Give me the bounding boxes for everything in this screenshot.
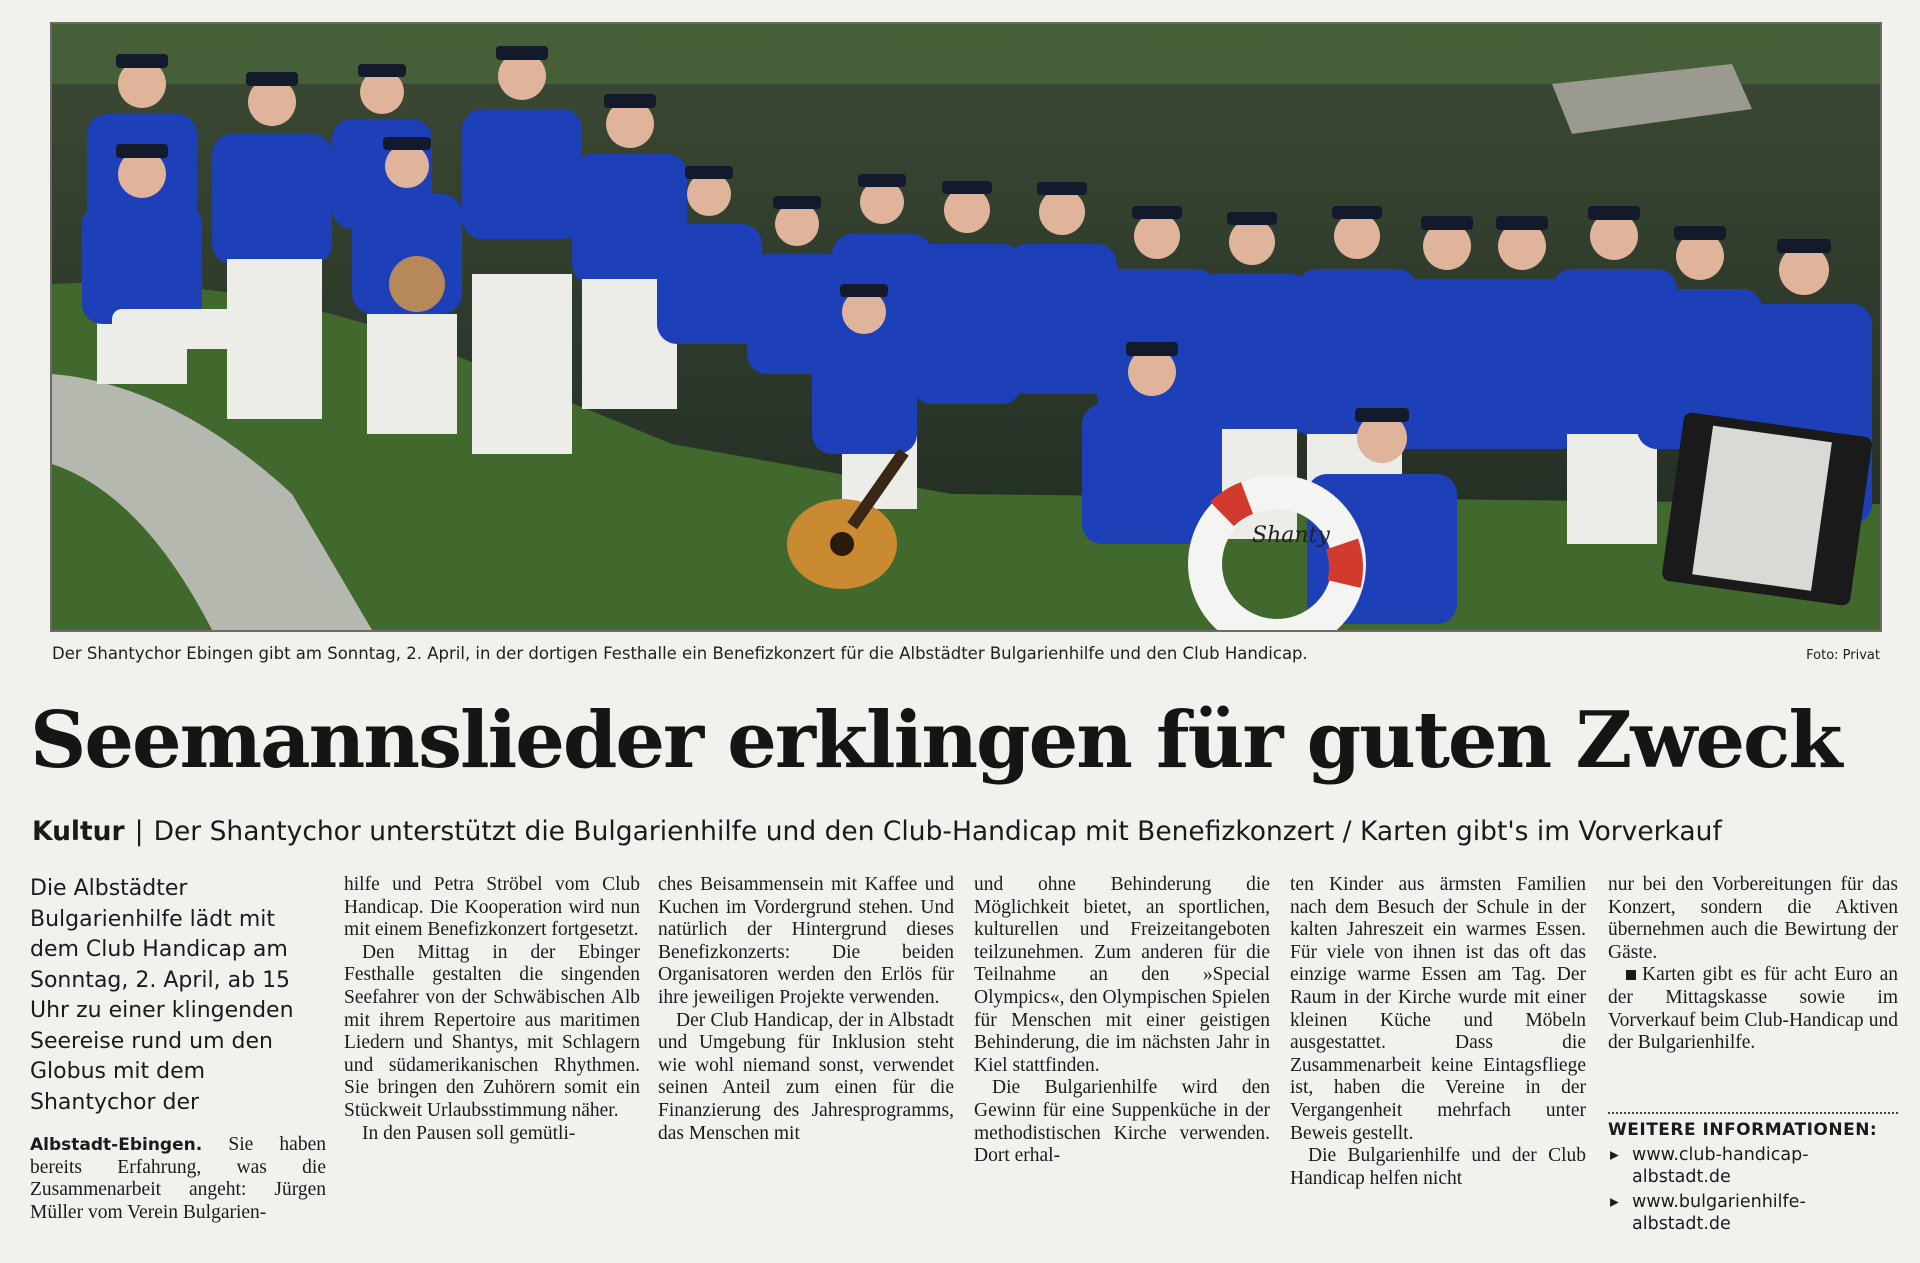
arrow-right-icon: ▸ — [1610, 1145, 1619, 1165]
subheadline-text: Der Shantychor unterstützt die Bulgarienhilfe und den Club-Handicap mit Benefizkonzert / Karten gibt's im Vorverkauf — [153, 816, 1722, 847]
column-text: Sie haben bereits Erfahrung, was die Zusammenarbeit angeht: Jürgen Müller vom Verein Bulgarien- — [30, 1134, 326, 1223]
info-link-bulgarienhilfe[interactable] — [1608, 1191, 1898, 1235]
article-column-5 — [1290, 874, 1586, 1239]
article-column-1 — [30, 1134, 326, 1239]
bullet-square-icon — [1626, 970, 1636, 980]
paragraph: hilfe und Petra Ströbel vom Club Handicap. Die Kooperation wird nun mit einem Benefizkonzert fortgesetzt. — [344, 874, 640, 941]
photo-credit: Foto: Privat — [1806, 648, 1880, 663]
info-link-club-handicap[interactable] — [1608, 1144, 1898, 1188]
tickets-paragraph — [1608, 964, 1898, 1054]
article-photo — [50, 22, 1882, 632]
more-info-box — [1608, 1112, 1898, 1235]
choir-photo-illustration — [52, 24, 1880, 630]
section-label: Kultur — [32, 816, 125, 847]
article-column-2 — [344, 874, 640, 1239]
paragraph: und ohne Behinderung die Möglichkeit bietet, an sportlichen, kulturellen und Freizeitangeboten teilzunehmen. Zum anderen für die Teilnahme an den »Special Olympics«, den Olympischen Spielen für Menschen mit einer geistigen Behinderung, die im nächsten Jahr in Kiel stattfinden. — [974, 874, 1270, 1076]
article-column-3 — [658, 874, 954, 1239]
more-info-title: WEITERE INFORMATIONEN: — [1608, 1120, 1878, 1140]
article-headline: Seemannslieder erklingen für guten Zweck — [30, 695, 1841, 786]
paragraph: In den Pausen soll gemütli- — [362, 1122, 576, 1144]
photo-caption: Der Shantychor Ebingen gibt am Sonntag, 2. April, in der dortigen Festhalle ein Benefizkonzert für die Albstädter Bulgarienhilfe und den Club Handicap. — [52, 644, 1308, 663]
divider — [1608, 1112, 1898, 1114]
paragraph: Den Mittag in der Ebinger Festhalle gestalten die singenden Seefahrer von der Schwäbischen Alb mit ihrem Repertoire aus maritimen Liedern und Shantys, mit Schlagern und südamerikanischen Rhythmen. Sie bringen den Zuhörern somit ein Stückweit Urlaubsstimmung näher. — [344, 941, 640, 1121]
article-lead: Die Albstädter Bulgarienhilfe lädt mit dem Club Handicap am Sonntag, 2. April, ab 15 Uhr zu einer klingenden Seereise rund um den Globus mit dem Shantychor der — [30, 876, 294, 1115]
arrow-right-icon: ▸ — [1610, 1192, 1619, 1212]
lifebuoy-label: Shanty — [1252, 523, 1330, 548]
accordion — [1661, 412, 1873, 607]
paragraph: nur bei den Vorbereitungen für das Konzert, sondern die Aktiven übernehmen auch die Bewirtung der Gäste. — [1608, 874, 1898, 963]
paragraph: Die Bulgarienhilfe und der Club Handicap helfen nicht — [1290, 1145, 1586, 1189]
tickets-text: Karten gibt es für acht Euro an der Mittagskasse sowie im Vorverkauf beim Club-Handicap und der Bulgarienhilfe. — [1608, 964, 1898, 1054]
paragraph: ches Beisammensein mit Kaffee und Kuchen im Vordergrund stehen. Und natürlich der Hintergrund dieses Benefizkonzerts: Die beiden Organisatoren werden den Erlös für ihre jeweiligen Projekte verwenden. — [658, 874, 954, 1008]
dateline: Albstadt-Ebingen. — [30, 1135, 203, 1155]
link-text[interactable]: www.club-handicap-albstadt.de — [1632, 1145, 1809, 1187]
paragraph: Die Bulgarienhilfe wird den Gewinn für eine Suppenküche in der methodistischen Kirche verwenden. Dort erhal- — [974, 1077, 1270, 1167]
paragraph: ten Kinder aus ärmsten Familien nach dem Besuch der Schule in der kalten Jahreszeit ein warmes Essen. Für viele von ihnen ist das oft das einzige warme Essen am Tag. Der Raum in der Kirche wurde mit einer kleinen Küche und Möbeln ausgestattet. Dass die Zusammenarbeit keine Eintagsfliege ist, haben die Vereine in der Vergangenheit mehrfach unter Beweis gestellt. — [1290, 874, 1586, 1144]
article-subheadline — [32, 816, 1892, 847]
link-text[interactable]: www.bulgarienhilfe-albstadt.de — [1632, 1192, 1806, 1234]
article-column-6 — [1608, 874, 1898, 1104]
section-separator: | — [134, 816, 144, 847]
article-column-4 — [974, 874, 1270, 1239]
paragraph: Der Club Handicap, der in Albstadt und Umgebung für Inklusion steht wie wohl niemand sonst, verwendet seinen Anteil zum einen für die Finanzierung des Jahresprogramms, das Menschen mit — [658, 1009, 954, 1144]
